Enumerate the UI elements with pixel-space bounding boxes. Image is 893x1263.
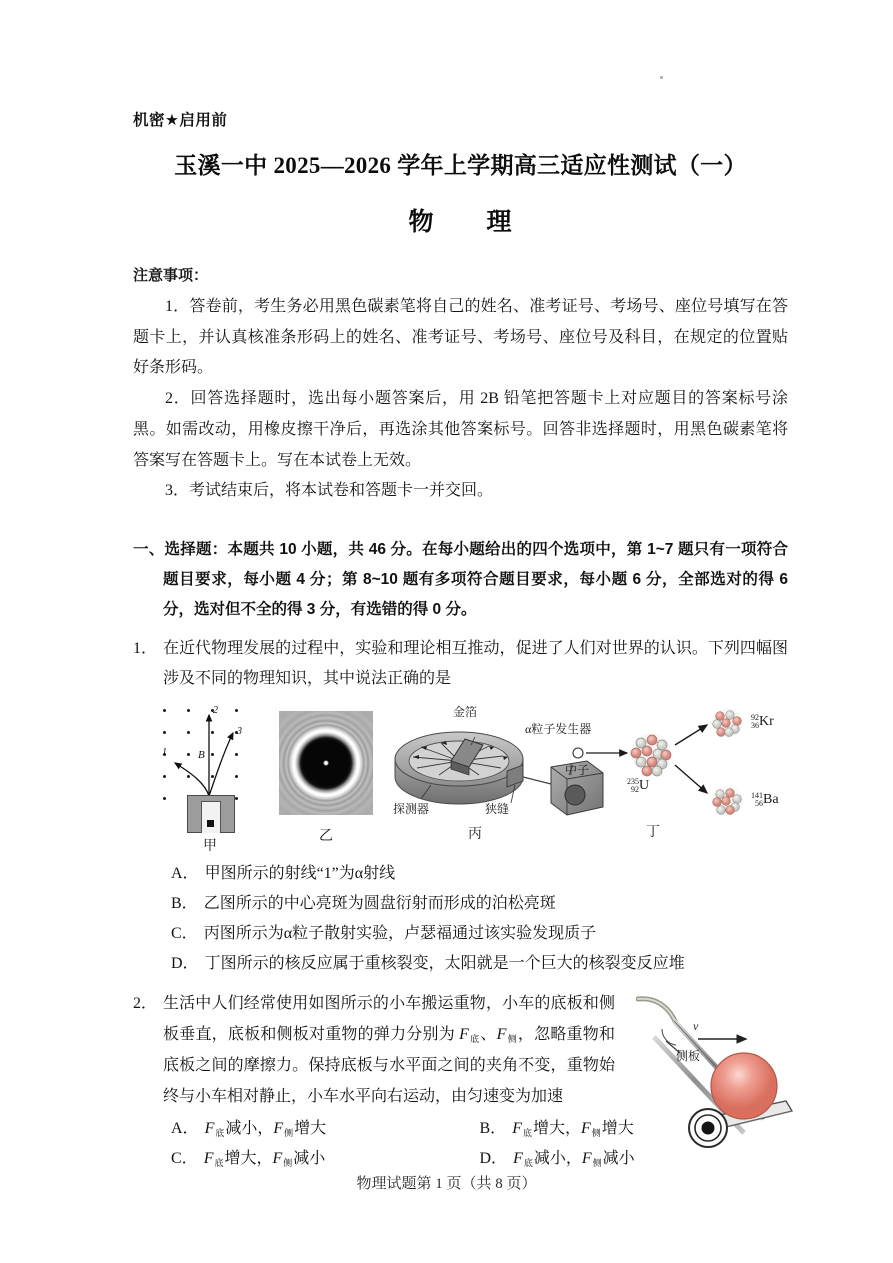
uranium-nucleus <box>631 733 671 776</box>
figure-caption-bing: 丙 <box>468 827 482 843</box>
velocity-label: v <box>693 1019 699 1034</box>
ray-label-1: 1 <box>162 747 167 759</box>
figure-yi-poisson-spot <box>279 703 373 845</box>
option-2-C[interactable]: C． $F_底$增大，$F_侧$减小 <box>171 1150 326 1169</box>
label-gold-foil: 金箔 <box>453 705 478 720</box>
krypton-nucleus <box>713 709 743 738</box>
subject-title: 物 理 <box>408 209 513 236</box>
question-1-number: 1． <box>133 639 158 657</box>
option-1-B[interactable]: B． 乙图所示的中心亮斑为圆盘衍射而形成的泊松亮斑 <box>171 895 556 913</box>
option-1-A[interactable]: A． 甲图所示的射线“1”为α射线 <box>171 865 396 883</box>
option-2-D[interactable]: D． $F_底$减小，$F_侧$减小 <box>479 1150 635 1169</box>
option-2-B[interactable]: B． $F_底$增大，$F_侧$增大 <box>479 1120 634 1139</box>
poisson-bright-spot-image <box>279 711 373 815</box>
label-side-plate: 侧板 <box>676 1049 701 1064</box>
page-footer: 物理试题第 1 页（共 8 页） <box>356 1176 537 1192</box>
notice-item-2: 2．回答选择题时，选出每小题答案后，用 2B 铅笔把答题卡上对应题目的答案标号涂黑。如需改动，用橡皮擦干净后，再选涂其他答案标号。回答非选择题时，用黑色碳素笔将答案写在答题卡上。写在本试卷上无效。 <box>133 390 788 469</box>
question-1 <box>133 634 788 980</box>
page-content <box>133 108 788 1174</box>
label-slit: 狭缝 <box>485 802 510 817</box>
option-1-D[interactable]: D． 丁图所示的核反应属于重核裂变，太阳就是一个巨大的核裂变反应堆 <box>171 955 685 973</box>
ray-label-3: 3 <box>237 726 242 738</box>
notice-heading: 注意事项： <box>133 267 209 284</box>
question-1-stem: 在近代物理发展的过程中，实验和理论相互推动，促进了人们对世界的认识。下列四幅图涉及不同的物理知识，其中说法正确的是 <box>163 639 788 688</box>
label-neutron: 中子 <box>565 763 590 778</box>
handcart-icon <box>636 993 796 1153</box>
figure-ding-nuclear-fission <box>565 703 787 841</box>
label-detector: 探测器 <box>393 802 430 817</box>
label-uranium: 235 92 U <box>627 776 650 795</box>
question-2-number: 2． <box>133 995 158 1013</box>
scan-artifact-dot <box>660 76 663 79</box>
section-heading-choice: 一、选择题：本题共 10 小题，共 46 分。在每小题给出的四个选项中，第 1~7 题只有一项符合题目要求，每小题 4 分；第 8~10 题有多项符合题目要求，每小题 6 分，全部选对的得 6 分，选对但不全的得 3 分，有选错的得 0 分。 <box>133 541 788 619</box>
page-title: 玉溪一中 2025—2026 学年上学期高三适应性测试（一） <box>174 153 747 178</box>
question-1-options <box>133 859 788 979</box>
barium-nucleus <box>713 786 743 816</box>
figure-jia-decay-magnetic-field <box>161 703 259 855</box>
figure-caption-yi: 乙 <box>319 829 333 845</box>
notice-item-1: 1．答卷前，考生务必用黑色碳素笔将自己的姓名、准考证号、考场号、座位号填写在答题卡上，并认真核准条形码上的姓名、准考证号、考场号、座位号及科目，在规定的位置贴好条形码。 <box>133 298 788 377</box>
option-1-C[interactable]: C． 丙图所示为α粒子散射实验，卢瑟福通过该实验发现质子 <box>171 925 597 943</box>
question-1-figure-row <box>133 703 788 855</box>
figure-caption-ding: 丁 <box>646 825 660 841</box>
label-alpha-source: α粒子发生器 <box>525 722 592 737</box>
figure-caption-jia: 甲 <box>203 839 217 855</box>
label-barium: 141 56 Ba <box>751 790 779 809</box>
lead-container-icon <box>187 795 235 833</box>
question-2-stem: 生活中人们经常使用如图所示的小车搬运重物，小车的底板和侧板垂直，底板和侧板对重物的弹力分别为 $F_底$、$F_侧$，忽略重物和底板之间的摩擦力。保持底板与水平面之间的夹角不变，重物始终与小车相对静止，小车水平向右运动，由匀速变为加速 <box>163 995 615 1105</box>
label-krypton: 92 36 Kr <box>751 712 774 731</box>
secrecy-notice: 机密★启用前 <box>133 112 228 129</box>
option-2-A[interactable]: A． $F_底$减小，$F_侧$增大 <box>171 1120 327 1139</box>
question-2-figure-handcart <box>636 993 796 1153</box>
magnetic-field-label: B <box>198 749 205 762</box>
question-2 <box>133 989 788 1174</box>
ray-label-2: 2 <box>213 705 218 717</box>
notice-item-3: 3．考试结束后，将本试卷和答题卡一并交回。 <box>165 482 494 500</box>
